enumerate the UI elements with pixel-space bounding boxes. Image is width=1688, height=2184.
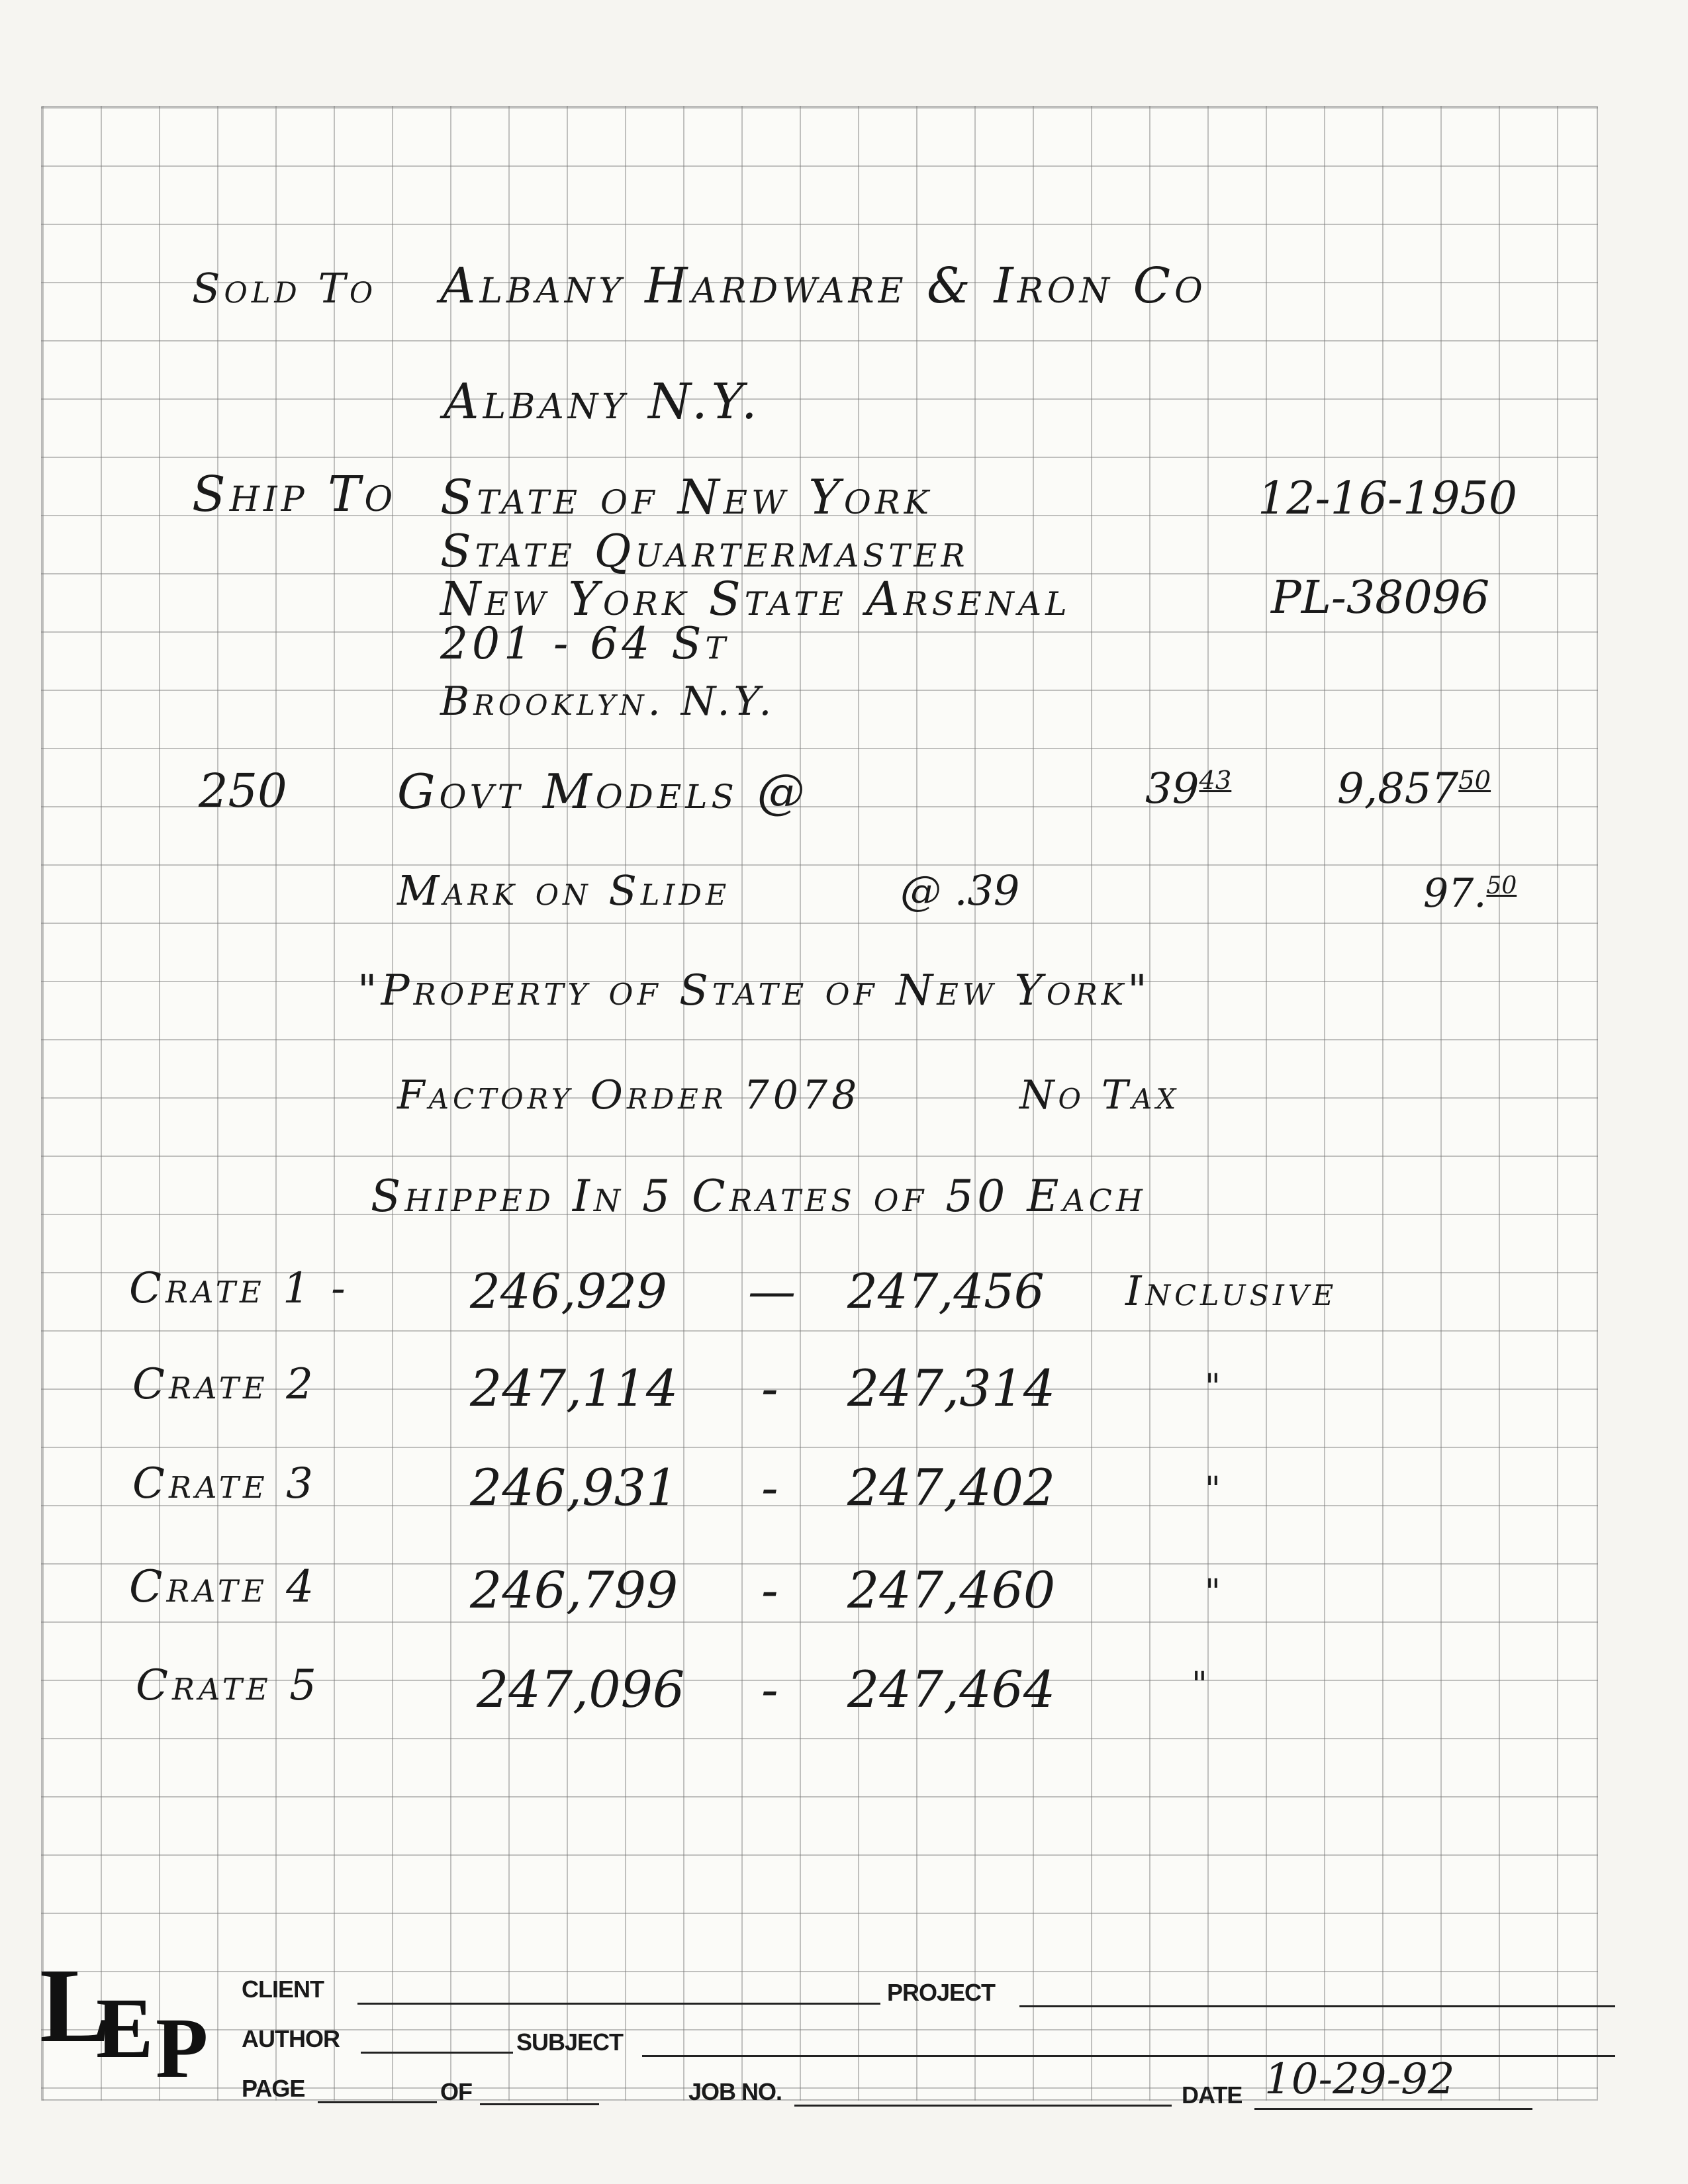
crate-3-note: " <box>1205 1470 1221 1510</box>
crate-2-to: 247,314 <box>847 1359 1056 1418</box>
item-2-description: Mark on Slide <box>397 866 731 915</box>
crate-dash: - <box>761 1359 778 1418</box>
crate-dash: - <box>761 1561 778 1619</box>
date-value: 10-29-92 <box>1264 2055 1455 2104</box>
project-field-line <box>1019 2005 1615 2007</box>
ship-to-line-5: Brooklyn. N.Y. <box>440 678 776 725</box>
crate-2-from: 247,114 <box>470 1359 679 1418</box>
shipping-note: Shipped In 5 Crates of 50 Each <box>371 1171 1147 1222</box>
crate-1-to: 247,456 <box>847 1263 1045 1319</box>
ship-to-line-2: State Quartermaster <box>440 525 969 578</box>
factory-order: Factory Order 7078 <box>397 1072 861 1118</box>
crate-1-note: Inclusive <box>1125 1267 1338 1315</box>
item-unit-price: $39^{43}$ <box>1145 764 1232 813</box>
crate-4-to: 247,460 <box>847 1561 1056 1619</box>
date-field-line <box>1254 2108 1532 2110</box>
job-number-field-line <box>794 2105 1172 2107</box>
tax-note: No Tax <box>1019 1072 1180 1118</box>
of-field-line <box>480 2103 599 2105</box>
item-2-price: @ .39 <box>900 866 1020 915</box>
crate-4-note: " <box>1205 1572 1221 1612</box>
crate-5-label: Crate 5 <box>136 1661 320 1710</box>
company-logo: L <box>40 1946 111 2064</box>
crate-3-label: Crate 3 <box>132 1459 317 1508</box>
crate-1-from: 246,929 <box>470 1263 667 1319</box>
subject-field-line <box>642 2055 1615 2057</box>
property-note: "Property of State of New York" <box>357 966 1151 1015</box>
crate-5-from: 247,096 <box>477 1660 685 1719</box>
crate-dash: - <box>761 1458 778 1517</box>
crate-5-note: " <box>1192 1665 1207 1705</box>
item-description: Govt Models @ <box>397 764 809 819</box>
order-number: PL-38096 <box>1271 572 1490 624</box>
crate-3-to: 247,402 <box>847 1458 1056 1517</box>
sold-to-city: Albany N.Y. <box>444 373 761 430</box>
ship-to-line-1: State of New York <box>440 469 933 525</box>
company-logo: E <box>96 1981 154 2076</box>
ship-date: 12-16-1950 <box>1258 473 1518 525</box>
crate-dash: - <box>761 1660 778 1719</box>
client-field-line <box>357 2003 880 2005</box>
item-total: 9,857$^{50}$ <box>1337 764 1491 813</box>
crate-4-label: Crate 4 <box>129 1561 318 1612</box>
author-label: AUTHOR <box>242 2025 340 2052</box>
crate-2-label: Crate 2 <box>132 1360 317 1409</box>
crate-4-from: 246,799 <box>470 1561 679 1619</box>
item-quantity: 250 <box>199 764 287 818</box>
project-label: PROJECT <box>887 1979 996 2006</box>
job-number-label: JOB NO. <box>688 2078 782 2105</box>
crate-1-label: Crate 1 - <box>129 1264 350 1313</box>
of-label: OF <box>440 2078 472 2105</box>
page-field-line <box>318 2101 437 2103</box>
date-label: DATE <box>1182 2081 1243 2109</box>
sold-to-label: Sold To <box>192 264 377 312</box>
sold-to-name: Albany Hardware & Iron Co <box>440 257 1207 314</box>
ship-to-line-4: 201 - 64 St <box>440 618 730 669</box>
crate-dash: — <box>748 1263 796 1319</box>
client-label: CLIENT <box>242 1976 324 2003</box>
author-field-line <box>361 2052 513 2054</box>
company-logo: P <box>156 2001 209 2096</box>
crate-3-from: 246,931 <box>470 1458 679 1517</box>
item-2-total: 97.50 <box>1423 870 1517 917</box>
crate-5-to: 247,464 <box>847 1660 1056 1719</box>
ship-to-line-3: New York State Arsenal <box>440 572 1071 626</box>
page-label: PAGE <box>242 2075 305 2102</box>
ship-to-label: Ship To <box>192 466 397 523</box>
crate-2-note: " <box>1205 1367 1221 1407</box>
subject-label: SUBJECT <box>516 2028 624 2056</box>
